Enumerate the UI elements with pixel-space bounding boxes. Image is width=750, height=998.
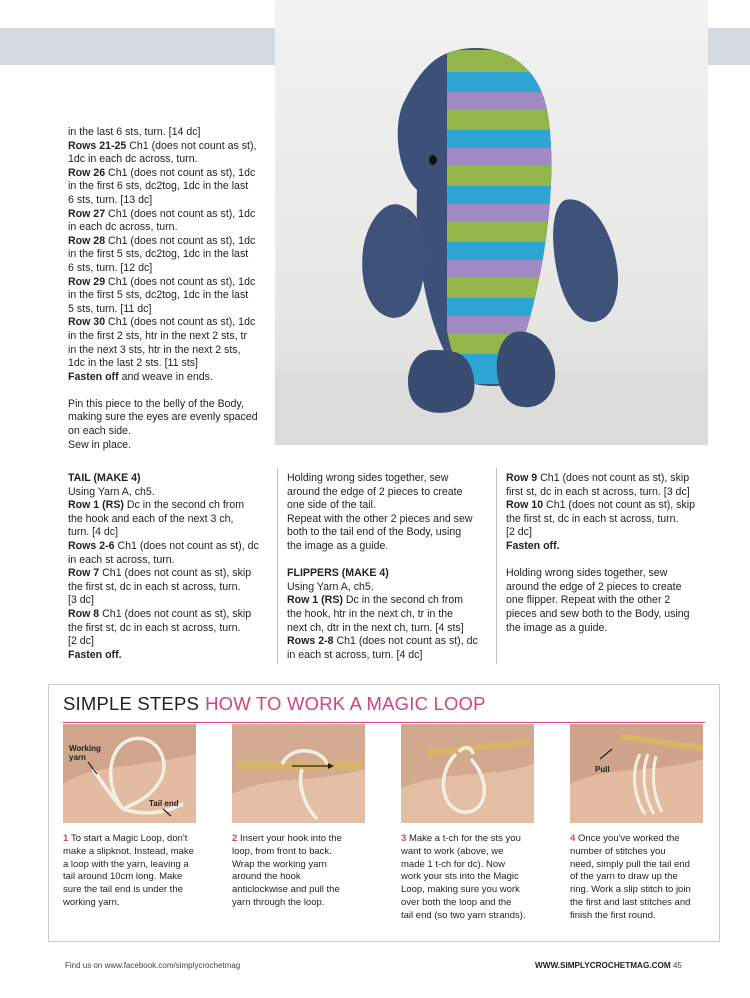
pattern-line bbox=[287, 581, 492, 595]
pattern-text: first st, dc in each st across, turn. [3 dc] bbox=[506, 485, 690, 498]
pattern-text: Ch1 (does not count as st), 1dc bbox=[105, 234, 256, 247]
step-1-image bbox=[63, 724, 196, 823]
pattern-line bbox=[68, 221, 273, 235]
pattern-line bbox=[68, 472, 273, 486]
step-text: anticlockwise and pull the bbox=[232, 884, 340, 896]
pattern-label: Row 9 bbox=[506, 472, 538, 484]
step-line bbox=[63, 859, 199, 872]
pattern-text: 1dc in each dc across, turn. bbox=[68, 153, 198, 166]
pattern-text: one flipper. Repeat with the other 2 bbox=[506, 594, 671, 607]
footer-site bbox=[535, 961, 682, 971]
pattern-label: Row 7 bbox=[68, 567, 100, 580]
pattern-text: one side of the tail. bbox=[287, 499, 376, 512]
pattern-line bbox=[506, 486, 711, 500]
label-tail-end: Tail end bbox=[149, 799, 179, 808]
step-line bbox=[63, 884, 199, 897]
step-text: need, simply pull the tail end bbox=[570, 858, 690, 870]
pattern-line bbox=[68, 486, 273, 500]
pattern-label: Row 27 bbox=[68, 207, 106, 220]
step-line bbox=[570, 833, 706, 846]
pattern-line bbox=[68, 153, 273, 167]
pattern-line bbox=[287, 486, 492, 500]
pattern-text: 5 sts, turn. [11 dc] bbox=[68, 302, 152, 315]
step-line bbox=[570, 871, 706, 884]
pattern-text: next ch, dtr in the next ch, turn. [4 sts] bbox=[287, 621, 464, 634]
pattern-text: Using Yarn A, ch5. bbox=[68, 485, 155, 498]
pattern-text: in each dc across, turn. bbox=[68, 221, 178, 234]
step-line bbox=[63, 897, 199, 910]
step-text: tail around 10cm long. Make bbox=[63, 871, 183, 883]
pattern-line bbox=[506, 513, 711, 527]
pattern-text: around the edge of 2 pieces to create bbox=[506, 580, 682, 593]
pattern-line bbox=[287, 649, 492, 663]
pattern-line bbox=[287, 635, 492, 649]
footer-facebook: Find us on www.facebook.com/simplycrochetmag bbox=[65, 961, 241, 970]
pattern-line bbox=[287, 554, 492, 568]
pattern-text: Ch1 (does not count as st), 1dc bbox=[105, 166, 256, 179]
title-simple-steps: SIMPLE STEPS bbox=[63, 693, 200, 714]
pattern-line bbox=[68, 248, 273, 262]
pattern-line bbox=[68, 235, 273, 249]
title-magic-loop: HOW TO WORK A MAGIC LOOP bbox=[205, 693, 486, 714]
pattern-line bbox=[68, 384, 273, 398]
pattern-text: Ch1 (does not count as st), skip bbox=[537, 472, 690, 484]
pattern-line bbox=[68, 344, 273, 358]
pattern-text: [2 dc] bbox=[68, 635, 94, 648]
pattern-text: the first st, dc in each st across, turn. bbox=[68, 621, 241, 634]
step-line bbox=[63, 833, 199, 846]
step-line bbox=[401, 833, 537, 846]
header-band-right bbox=[708, 28, 750, 65]
step-line bbox=[232, 859, 368, 872]
pattern-text: the first st, dc in each st across, turn. bbox=[506, 512, 679, 525]
pattern-label: Fasten off. bbox=[506, 539, 560, 552]
pattern-line bbox=[68, 499, 273, 513]
pattern-line bbox=[68, 567, 273, 581]
pattern-line bbox=[68, 357, 273, 371]
pattern-line bbox=[287, 567, 492, 581]
step-line bbox=[63, 846, 199, 859]
step-text: Make a t-ch for the sts you bbox=[408, 833, 521, 844]
pattern-line bbox=[506, 472, 711, 486]
pattern-line bbox=[506, 581, 711, 595]
pattern-text: turn. [4 dc] bbox=[68, 526, 119, 539]
pattern-text: the hook, htr in the next ch, tr in the bbox=[287, 607, 454, 620]
pattern-text: Ch1 (does not count as st), dc bbox=[114, 539, 259, 552]
pattern-line bbox=[68, 439, 273, 453]
step-line bbox=[401, 910, 537, 923]
step-line bbox=[401, 846, 537, 859]
pattern-text: Dc in the second ch from bbox=[123, 499, 245, 512]
pattern-text: in the first 2 sts, htr in the next 2 sts, tr bbox=[68, 329, 247, 342]
page-number: 45 bbox=[672, 961, 682, 970]
pattern-line bbox=[68, 554, 273, 568]
step-text: ring. Work a slip stitch to join bbox=[570, 884, 691, 896]
step-line bbox=[570, 910, 706, 923]
column-divider bbox=[496, 468, 497, 664]
step-text: tail end (so two yarn strands). bbox=[401, 909, 526, 921]
step-3-text bbox=[401, 833, 537, 923]
pattern-label: Fasten off bbox=[68, 370, 119, 383]
pattern-text: pieces and sew both to the Body, using bbox=[506, 607, 690, 620]
step-2-text bbox=[232, 833, 368, 910]
pattern-text: 1dc in the last 2 sts. [11 sts] bbox=[68, 357, 198, 370]
pattern-text: Ch1 (does not count as st), skip bbox=[99, 567, 252, 580]
pattern-line bbox=[68, 371, 273, 385]
pattern-line bbox=[68, 513, 273, 527]
pattern-label: Row 30 bbox=[68, 316, 106, 329]
pattern-line bbox=[506, 594, 711, 608]
pattern-line bbox=[68, 140, 273, 154]
pattern-label: Row 1 (RS) bbox=[68, 499, 124, 512]
step-number: 3 bbox=[401, 833, 409, 844]
title-underline bbox=[63, 722, 705, 723]
pattern-text: Using Yarn A, ch5. bbox=[287, 580, 374, 593]
pattern-line bbox=[287, 472, 492, 486]
pattern-line bbox=[68, 316, 273, 330]
step-line bbox=[570, 859, 706, 872]
step-line bbox=[232, 833, 368, 846]
label-yarn: yarn bbox=[69, 753, 86, 762]
pattern-text: Ch1 (does not count as st), 1dc bbox=[105, 207, 256, 220]
step-text: a loop with the yarn, leaving a bbox=[63, 858, 189, 870]
step-number: 4 bbox=[570, 833, 578, 844]
step-text: yarn through the loop. bbox=[232, 896, 325, 908]
pattern-line bbox=[68, 581, 273, 595]
pattern-label: Rows 2-6 bbox=[68, 539, 115, 552]
pattern-text: Ch1 (does not count as st), 1dc bbox=[105, 275, 256, 288]
step-text: loop, from front to back. bbox=[232, 845, 332, 857]
step-text: of the yarn to draw up the bbox=[570, 871, 678, 883]
step-text: made 1 t-ch for dc). Now bbox=[401, 858, 506, 870]
pattern-text: in the next 3 sts, htr in the next 2 sts, bbox=[68, 343, 241, 356]
pattern-line bbox=[506, 526, 711, 540]
pattern-text: in each st across, turn. [4 dc] bbox=[287, 648, 423, 661]
step-line bbox=[570, 846, 706, 859]
pattern-text: in each st across, turn. bbox=[68, 553, 175, 566]
pattern-label: Fasten off. bbox=[68, 648, 122, 661]
step-2-image bbox=[232, 724, 365, 823]
pattern-tail-section bbox=[68, 472, 273, 662]
pattern-text: Ch1 (does not count as st), dc bbox=[333, 635, 478, 648]
footer-url: WWW.SIMPLYCROCHETMAG.COM bbox=[535, 961, 671, 970]
step-1-text bbox=[63, 833, 199, 910]
step-text: want to work (above, we bbox=[401, 845, 504, 857]
step-text: the first and last stitches and bbox=[570, 896, 691, 908]
step-text: Once you've worked the bbox=[577, 833, 680, 844]
step-line bbox=[232, 846, 368, 859]
step-text: over both the loop and the bbox=[401, 896, 512, 908]
pattern-line bbox=[68, 262, 273, 276]
whale-amigurumi-photo bbox=[275, 0, 708, 445]
pattern-text: Sew in place. bbox=[68, 438, 132, 451]
pattern-text: in the first 6 sts, dc2tog, 1dc in the last bbox=[68, 180, 249, 193]
step-text: To start a Magic Loop, don't bbox=[70, 833, 188, 844]
step-text: Wrap the working yarn bbox=[232, 858, 327, 870]
pattern-line bbox=[287, 499, 492, 513]
pattern-line bbox=[287, 513, 492, 527]
step-text: make a slipknot. Instead, make bbox=[63, 845, 194, 857]
step-text: sure the tail end is under the bbox=[63, 884, 183, 896]
pattern-text: Holding wrong sides together, sew bbox=[287, 472, 449, 484]
pattern-text: in the last 6 sts, turn. [14 dc] bbox=[68, 126, 201, 138]
pattern-line bbox=[68, 411, 273, 425]
pattern-label: Row 28 bbox=[68, 234, 106, 247]
pattern-text: Pin this piece to the belly of the Body, bbox=[68, 397, 244, 410]
pattern-line bbox=[506, 622, 711, 636]
pattern-line bbox=[68, 635, 273, 649]
pattern-label: Rows 2-8 bbox=[287, 635, 334, 648]
pattern-line bbox=[68, 540, 273, 554]
pattern-line bbox=[506, 554, 711, 568]
step-4-image bbox=[570, 724, 703, 823]
header-band-left bbox=[0, 28, 275, 65]
step-text: around the hook bbox=[232, 871, 301, 883]
pattern-line bbox=[287, 608, 492, 622]
pattern-text: 6 sts, turn. [12 dc] bbox=[68, 261, 153, 274]
step-line bbox=[63, 871, 199, 884]
pattern-text: [3 dc] bbox=[68, 594, 94, 607]
step-line bbox=[570, 884, 706, 897]
pattern-label: Row 26 bbox=[68, 166, 106, 179]
step-line bbox=[401, 884, 537, 897]
pattern-text: the hook and each of the next 3 ch, bbox=[68, 512, 234, 525]
pattern-line bbox=[68, 194, 273, 208]
simple-steps-title bbox=[63, 693, 486, 715]
step-number: 1 bbox=[63, 833, 71, 844]
step-text: Loop, making sure you work bbox=[401, 884, 520, 896]
pattern-text: Ch1 (does not count as st), bbox=[126, 139, 257, 152]
label-working: Working bbox=[69, 744, 101, 753]
pattern-line bbox=[68, 425, 273, 439]
pattern-line bbox=[506, 540, 711, 554]
pattern-text: the image as a guide. bbox=[287, 539, 389, 552]
pattern-label: TAIL (MAKE 4) bbox=[68, 472, 141, 484]
pattern-text: Ch1 (does not count as st), skip bbox=[99, 607, 252, 620]
pattern-text: Ch1 (does not count as st), skip bbox=[543, 499, 696, 512]
pattern-line bbox=[506, 567, 711, 581]
pattern-label: Row 10 bbox=[506, 499, 544, 512]
pattern-label: Rows 21-25 bbox=[68, 139, 127, 152]
pattern-line bbox=[68, 303, 273, 317]
step-4-text bbox=[570, 833, 706, 923]
pattern-line bbox=[68, 398, 273, 412]
pattern-line bbox=[68, 330, 273, 344]
pattern-line bbox=[287, 622, 492, 636]
pattern-line bbox=[287, 526, 492, 540]
step-3-image bbox=[401, 724, 534, 823]
pattern-label: FLIPPERS (MAKE 4) bbox=[287, 567, 389, 580]
pattern-text: the image as a guide. bbox=[506, 621, 608, 634]
step-text: number of stitches you bbox=[570, 845, 666, 857]
pattern-line bbox=[287, 594, 492, 608]
pattern-label: Row 29 bbox=[68, 275, 106, 288]
pattern-label: Row 1 (RS) bbox=[287, 594, 343, 607]
pattern-text: both to the tail end of the Body, using bbox=[287, 526, 462, 539]
pattern-line bbox=[506, 499, 711, 513]
pattern-line bbox=[68, 649, 273, 663]
column-divider bbox=[277, 468, 278, 664]
pattern-text: and weave in ends. bbox=[118, 370, 213, 383]
pattern-line bbox=[68, 289, 273, 303]
pattern-text: in the first 5 sts, dc2tog, 1dc in the last bbox=[68, 289, 249, 302]
step-line bbox=[232, 884, 368, 897]
pattern-line bbox=[287, 540, 492, 554]
pattern-text: the first st, dc in each st across, turn. bbox=[68, 580, 241, 593]
pattern-text: 6 sts, turn. [13 dc] bbox=[68, 193, 153, 206]
pattern-flippers-finish bbox=[506, 472, 711, 635]
step-text: working yarn. bbox=[63, 896, 120, 908]
step-line bbox=[232, 897, 368, 910]
label-pull: Pull bbox=[595, 765, 610, 774]
step-line bbox=[401, 897, 537, 910]
pattern-text: around the edge of 2 pieces to create bbox=[287, 485, 463, 498]
step-line bbox=[232, 871, 368, 884]
pattern-line bbox=[68, 126, 273, 140]
pattern-line bbox=[68, 608, 273, 622]
pattern-text: Dc in the second ch from bbox=[342, 594, 464, 607]
step-line bbox=[401, 859, 537, 872]
pattern-line bbox=[68, 276, 273, 290]
step-number: 2 bbox=[232, 833, 240, 844]
simple-steps-box bbox=[48, 684, 720, 942]
step-text: work your sts into the Magic bbox=[401, 871, 519, 883]
pattern-text: Ch1 (does not count as st), 1dc bbox=[105, 316, 256, 329]
step-text: finish the first round. bbox=[570, 909, 656, 921]
pattern-line bbox=[68, 208, 273, 222]
pattern-label: Row 8 bbox=[68, 607, 100, 620]
pattern-text: Holding wrong sides together, sew bbox=[506, 567, 668, 580]
pattern-line bbox=[68, 180, 273, 194]
pattern-text: [2 dc] bbox=[506, 526, 532, 539]
step-text: Insert your hook into the bbox=[239, 833, 342, 844]
pattern-flippers-section bbox=[287, 472, 492, 662]
pattern-text: on each side. bbox=[68, 425, 132, 438]
step-line bbox=[401, 871, 537, 884]
step-line bbox=[570, 897, 706, 910]
pattern-text: making sure the eyes are evenly spaced bbox=[68, 411, 258, 424]
pattern-body-rows bbox=[68, 126, 273, 452]
pattern-line bbox=[68, 167, 273, 181]
pattern-line bbox=[68, 526, 273, 540]
pattern-text: Repeat with the other 2 pieces and sew bbox=[287, 512, 473, 525]
pattern-line bbox=[506, 608, 711, 622]
pattern-text: in the first 5 sts, dc2tog, 1dc in the last bbox=[68, 248, 249, 261]
pattern-line bbox=[68, 622, 273, 636]
pattern-line bbox=[68, 594, 273, 608]
